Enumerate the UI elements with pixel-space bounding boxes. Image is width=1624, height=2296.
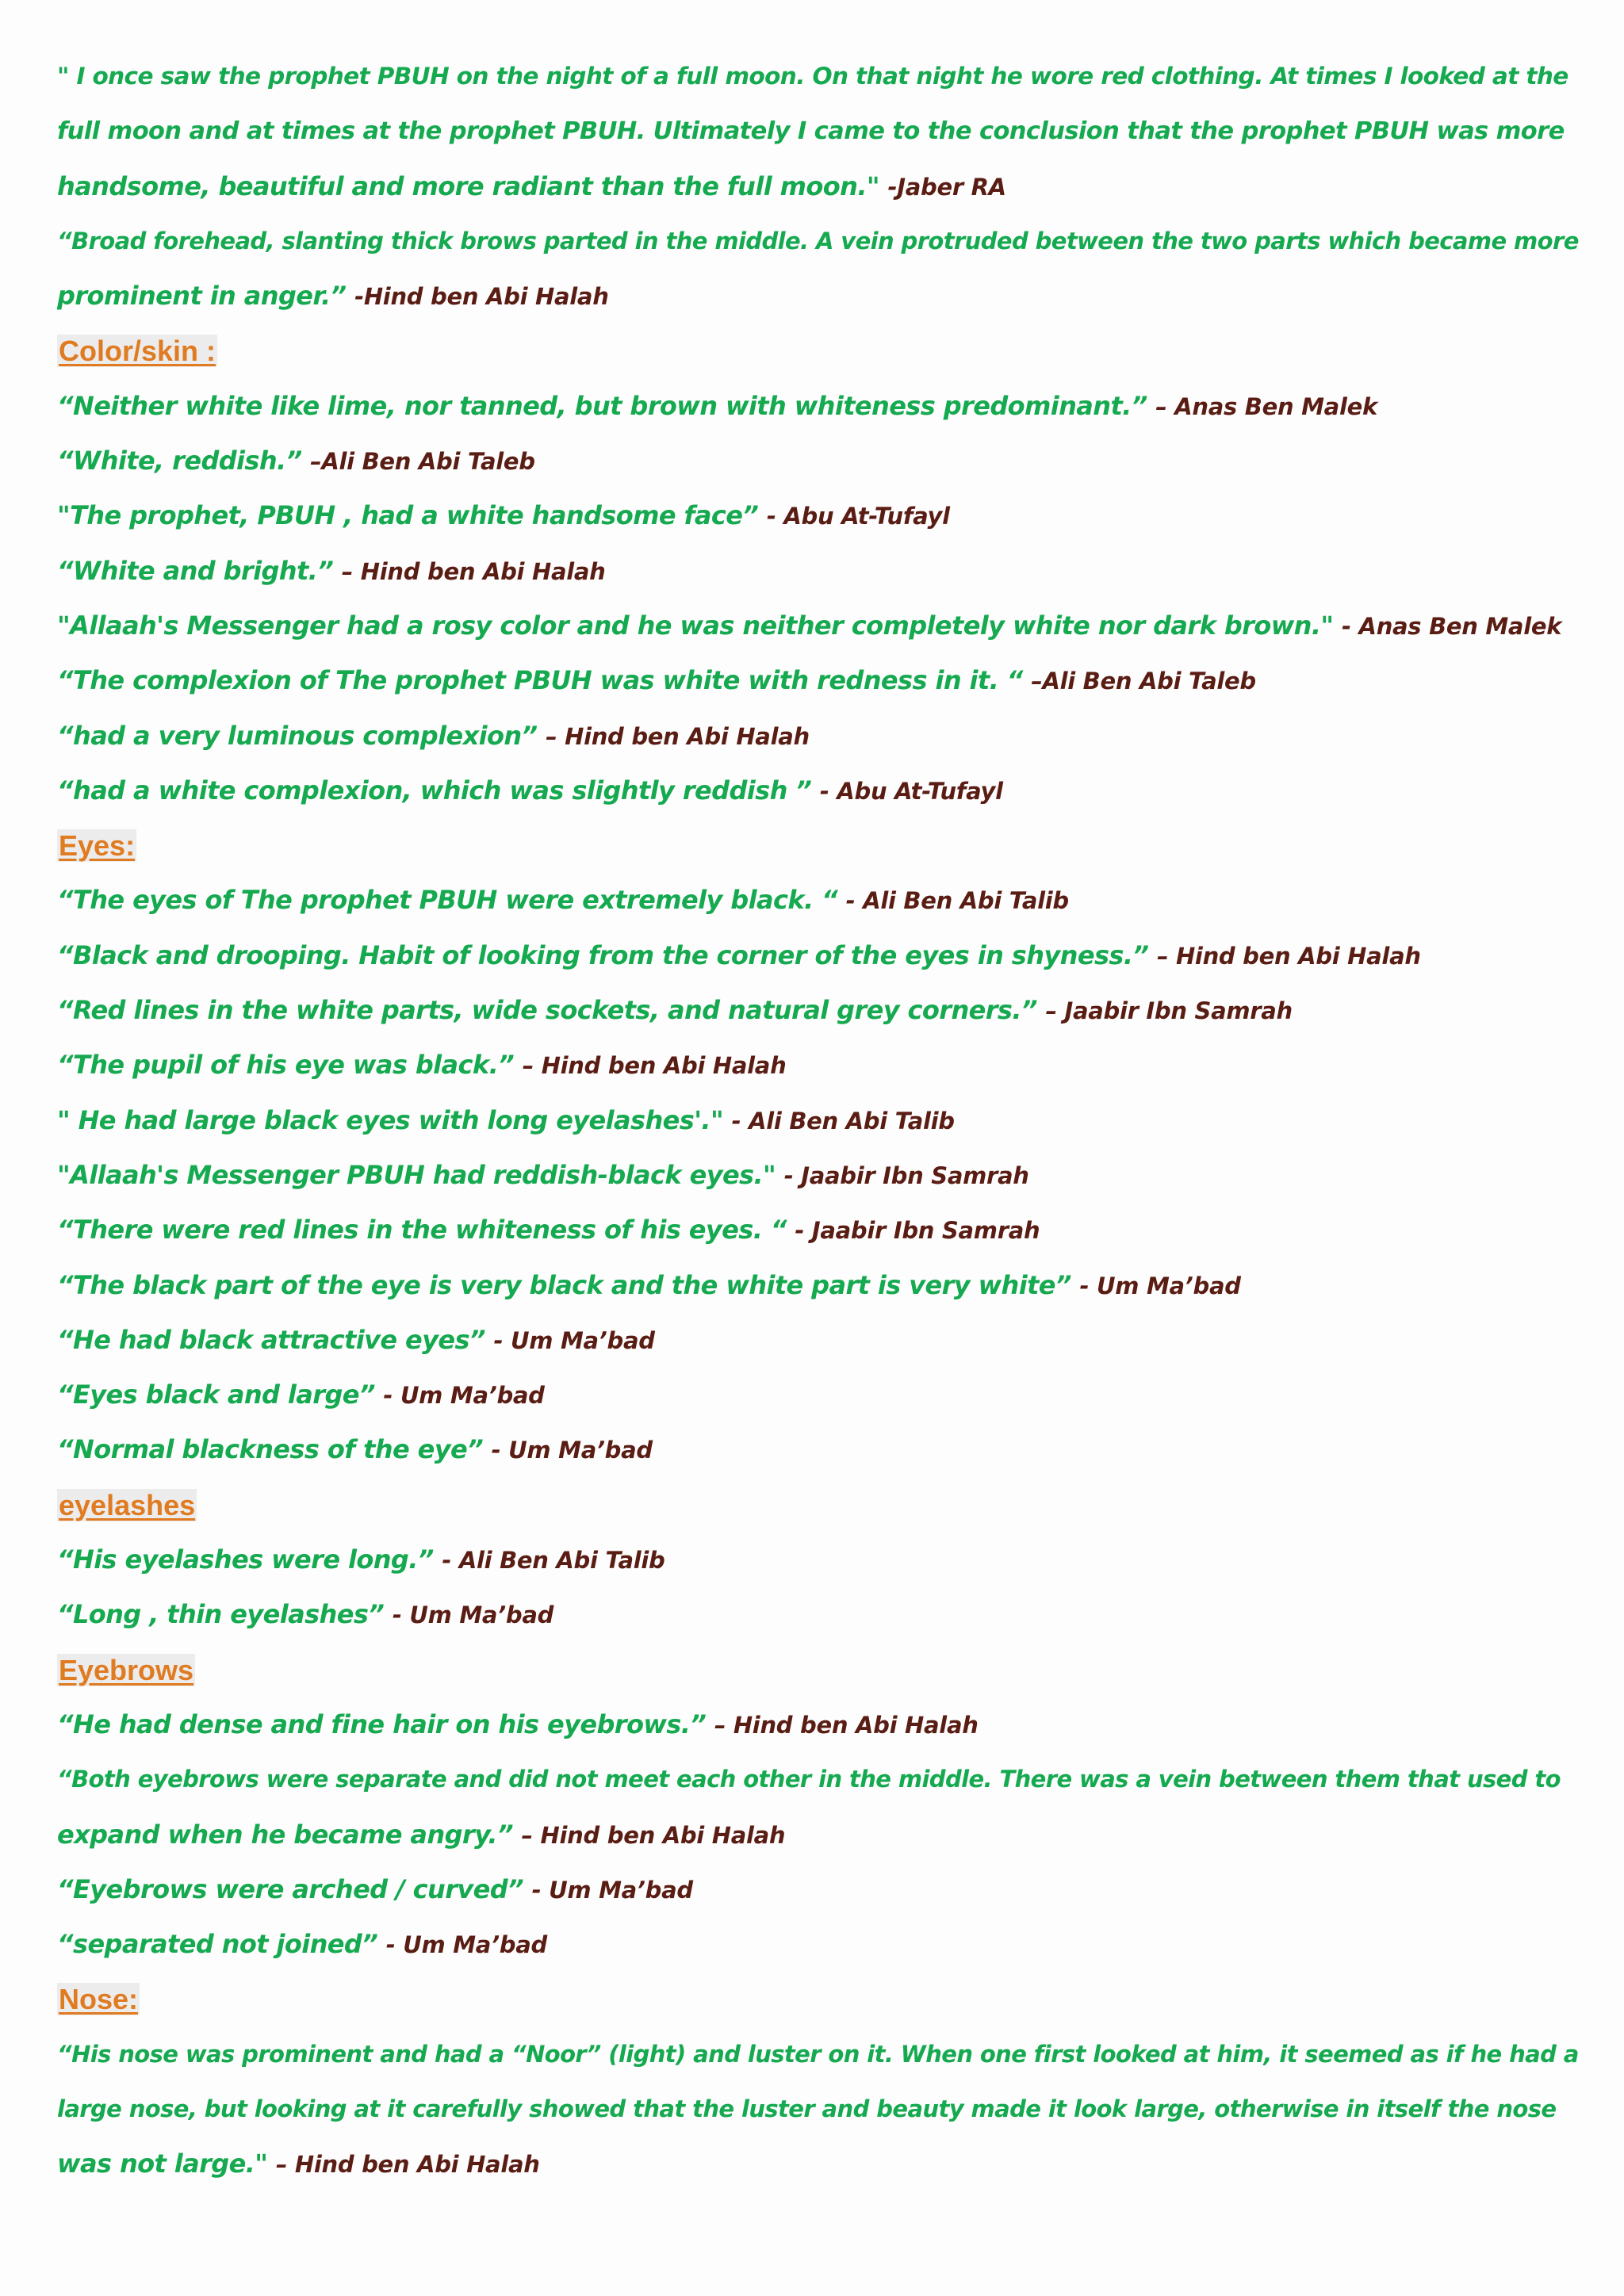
quote-text: “Black and drooping. Habit of looking from the corner of the eyes in shyness.” xyxy=(57,939,1157,970)
section-heading xyxy=(57,1478,1580,1533)
quote-text: "The prophet, PBUH , had a white handsome face” xyxy=(57,500,767,531)
section-heading xyxy=(57,1972,1580,2026)
quote-attribution: –Ali Ben Abi Taleb xyxy=(310,448,535,476)
quote-attribution: -Jaber RA xyxy=(887,173,1006,201)
quote-text: "Allaah's Messenger PBUH had reddish-black eyes." xyxy=(57,1159,784,1190)
text-line xyxy=(57,1533,1580,1587)
quote-attribution: - Um Ma’bad xyxy=(1079,1272,1241,1299)
text-line xyxy=(57,1917,1580,1972)
quote-text: “His eyelashes were long.” xyxy=(57,1544,442,1575)
quote-text: “There were red lines in the whiteness of his eyes. “ xyxy=(57,1215,795,1246)
quote-attribution: - Abu At-Tufayl xyxy=(766,503,950,530)
quote-text: “Red lines in the white parts, wide sockets, and natural grey corners.” xyxy=(57,995,1046,1026)
text-line xyxy=(57,159,1580,214)
text-line xyxy=(57,653,1580,708)
section-heading-label: Nose: xyxy=(59,1983,139,2016)
quote-attribution: – Anas Ben Malek xyxy=(1155,392,1377,420)
quote-attribution: - Abu At-Tufayl xyxy=(819,777,1003,805)
quote-attribution: – Hind ben Abi Halah xyxy=(714,1711,979,1739)
quote-attribution: – Hind ben Abi Halah xyxy=(521,1821,786,1849)
section-heading xyxy=(57,1643,1580,1697)
quote-text: “White, reddish.” xyxy=(57,446,311,476)
quote-text: “The black part of the eye is very black and the white part is very white” xyxy=(57,1269,1080,1300)
quote-text: “The eyes of The prophet PBUH were extremely black. “ xyxy=(57,885,846,916)
quote-text: “separated not joined” xyxy=(57,1929,386,1960)
text-line xyxy=(57,2082,1580,2137)
text-line xyxy=(57,488,1580,543)
quote-attribution: - Ali Ben Abi Talib xyxy=(731,1107,955,1135)
quote-text: “White and bright.” xyxy=(57,555,342,586)
document-body xyxy=(57,49,1580,2192)
section-heading xyxy=(57,818,1580,873)
text-line xyxy=(57,873,1580,928)
quote-text: “Eyes black and large” xyxy=(57,1380,384,1410)
quote-text: “He had black attractive eyes” xyxy=(57,1324,494,1355)
section-heading-label: eyelashes xyxy=(59,1488,196,1521)
text-line xyxy=(57,1862,1580,1917)
section-heading-label: Eyebrows xyxy=(59,1653,194,1686)
quote-attribution: -Hind ben Abi Halah xyxy=(354,283,609,311)
text-line xyxy=(57,214,1580,269)
text-line xyxy=(57,2027,1580,2082)
quote-attribution: - Jaabir Ibn Samrah xyxy=(783,1161,1029,1189)
quote-text: prominent in anger.” xyxy=(57,281,355,312)
quote-attribution: - Um Ma’bad xyxy=(531,1876,693,1904)
quote-attribution: – Jaabir Ibn Samrah xyxy=(1045,997,1293,1025)
text-line xyxy=(57,1808,1580,1862)
section-heading-label: Color/skin : xyxy=(59,335,216,368)
quote-attribution: - Um Ma’bad xyxy=(392,1601,554,1629)
quote-attribution: - Um Ma’bad xyxy=(493,1326,655,1354)
text-line xyxy=(57,1258,1580,1313)
text-line xyxy=(57,1697,1580,1752)
quote-text: “The pupil of his eye was black.” xyxy=(57,1050,523,1081)
text-line xyxy=(57,1093,1580,1148)
quote-text: handsome, beautiful and more radiant than the full moon." xyxy=(57,170,888,201)
text-line xyxy=(57,1148,1580,1203)
text-line xyxy=(57,544,1580,599)
quote-attribution: – Hind ben Abi Halah xyxy=(341,557,606,585)
quote-text: “Both eyebrows were separate and did not meet each other in the middle. There was a vein between them that used to xyxy=(57,1766,1561,1793)
text-line xyxy=(57,434,1580,488)
quote-text: large nose, but looking at it carefully showed that the luster and beauty made it look large, otherwise in itself the nose xyxy=(57,2095,1557,2122)
text-line xyxy=(57,379,1580,434)
quote-attribution: - Um Ma’bad xyxy=(383,1382,545,1410)
quote-attribution: - Jaabir Ibn Samrah xyxy=(795,1217,1040,1245)
quote-text: “Neither white like lime, nor tanned, but brown with whiteness predominant.” xyxy=(57,390,1156,421)
quote-attribution: – Hind ben Abi Halah xyxy=(522,1052,787,1080)
quote-text: “Broad forehead, slanting thick brows parted in the middle. A vein protruded between the two parts which became more xyxy=(57,227,1579,254)
quote-text: “He had dense and fine hair on his eyebrows.” xyxy=(57,1709,714,1739)
quote-text: “Normal blackness of the eye” xyxy=(57,1434,492,1465)
quote-text: expand when he became angry.” xyxy=(57,1819,522,1850)
section-heading xyxy=(57,323,1580,378)
quote-text: “Eyebrows were arched / curved” xyxy=(57,1873,532,1904)
quote-attribution: – Hind ben Abi Halah xyxy=(275,2151,540,2179)
quote-attribution: – Hind ben Abi Halah xyxy=(546,722,810,750)
text-line xyxy=(57,1587,1580,1642)
text-line xyxy=(57,1368,1580,1422)
quote-text: “had a very luminous complexion” xyxy=(57,720,546,751)
quote-attribution: - Anas Ben Malek xyxy=(1342,612,1562,640)
quote-attribution: –Ali Ben Abi Taleb xyxy=(1031,668,1256,695)
text-line xyxy=(57,983,1580,1038)
quote-text: “had a white complexion, which was slightly reddish ” xyxy=(57,775,820,806)
text-line xyxy=(57,928,1580,983)
quote-text: full moon and at times at the prophet PBUH. Ultimately I came to the conclusion that the prophet PBUH was more xyxy=(57,117,1565,146)
text-line xyxy=(57,1422,1580,1477)
quote-attribution: - Ali Ben Abi Talib xyxy=(845,887,1069,915)
quote-text: " He had large black eyes with long eyelashes'." xyxy=(57,1104,732,1135)
text-line xyxy=(57,599,1580,653)
quote-text: “The complexion of The prophet PBUH was white with redness in it. “ xyxy=(57,665,1032,696)
text-line xyxy=(57,269,1580,323)
text-line xyxy=(57,1313,1580,1368)
quote-attribution: – Hind ben Abi Halah xyxy=(1156,942,1421,970)
text-line xyxy=(57,2137,1580,2191)
quote-text: “Long , thin eyelashes” xyxy=(57,1599,393,1630)
text-line xyxy=(57,1038,1580,1093)
text-line xyxy=(57,49,1580,104)
text-line xyxy=(57,104,1580,159)
quote-text: "Allaah's Messenger had a rosy color and he was neither completely white nor dark brown." xyxy=(57,610,1342,641)
text-line xyxy=(57,1203,1580,1257)
quote-text: was not large." xyxy=(57,2149,276,2179)
quote-attribution: - Um Ma’bad xyxy=(385,1931,547,1959)
section-heading-label: Eyes: xyxy=(59,829,136,863)
quote-attribution: - Um Ma’bad xyxy=(491,1437,653,1464)
text-line xyxy=(57,1752,1580,1807)
text-line xyxy=(57,763,1580,818)
quote-text: “His nose was prominent and had a “Noor” (light) and luster on it. When one first looked at him, it seemed as if he had a xyxy=(57,2040,1579,2068)
quote-attribution: - Ali Ben Abi Talib xyxy=(442,1547,665,1575)
text-line xyxy=(57,709,1580,763)
quote-text: " I once saw the prophet PBUH on the night of a full moon. On that night he wore red clothing. At times I looked at the xyxy=(57,63,1568,90)
